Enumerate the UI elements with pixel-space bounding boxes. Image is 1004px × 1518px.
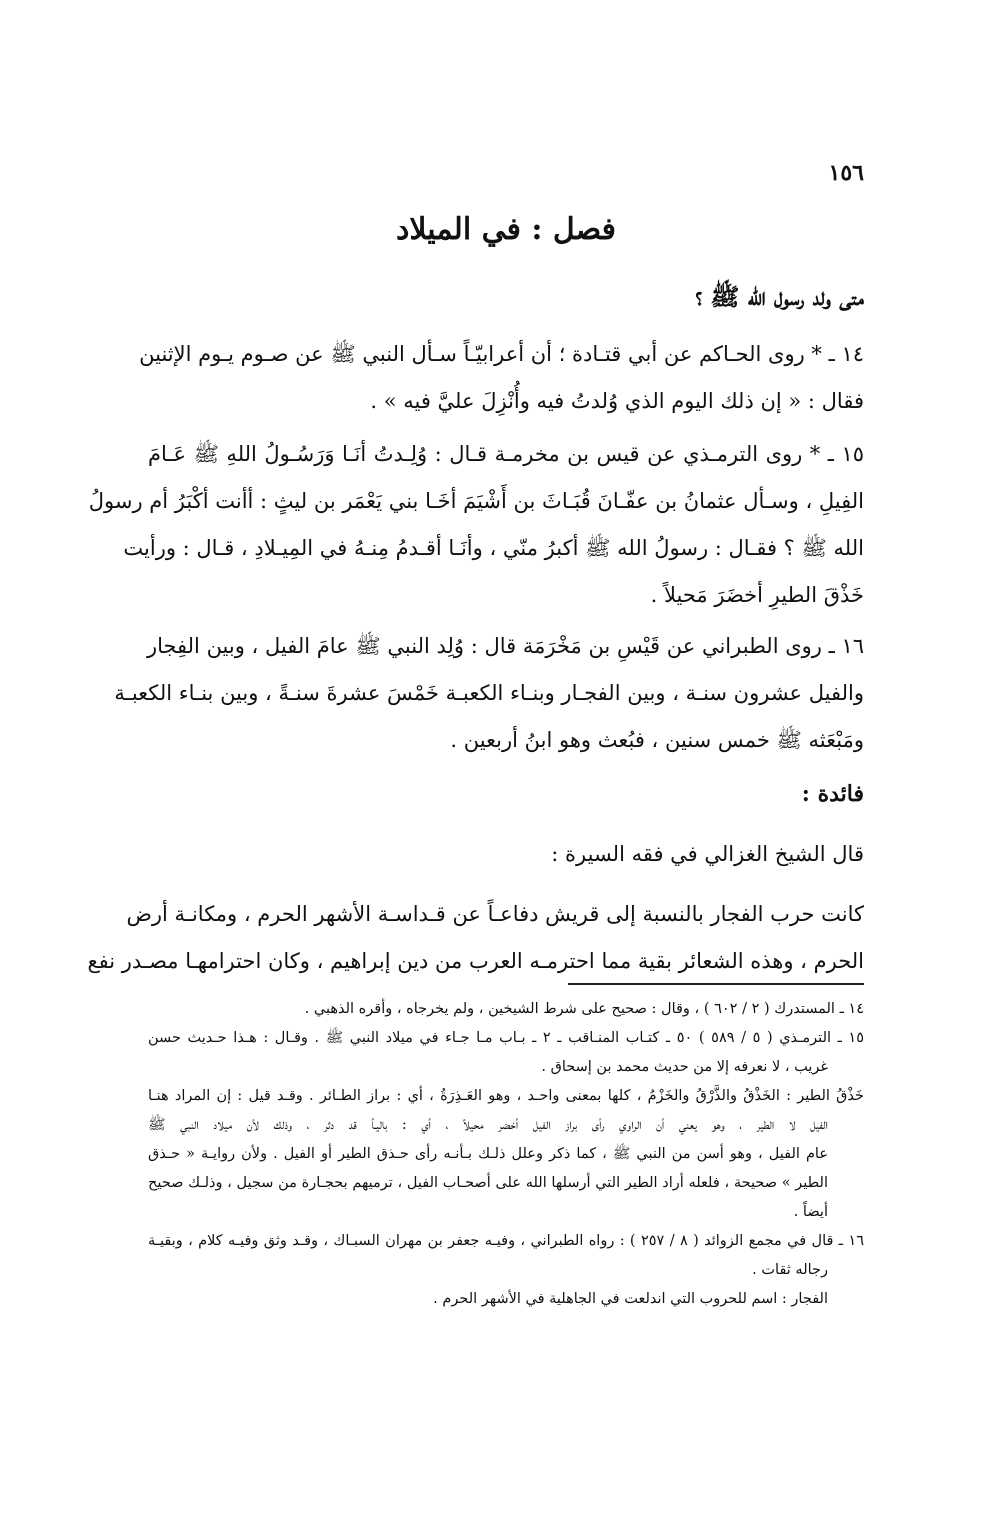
footnote-line: رجاله ثقات . [752, 1262, 828, 1278]
footnote-line: أيضاً . [793, 1204, 828, 1220]
text-line: والفيل عشرون سنـة ، وبين الفجـار وبنـاء الكعبـة خَمْسَ عشرةَ سنـةً ، وبين بنـاء الكعبـة [114, 681, 864, 705]
footnote-line: الفجار : اسم للحروب التي اندلعت في الجاهلية في الأشهر الحرم . [433, 1291, 828, 1307]
footnote-khadhq [148, 1082, 864, 1227]
footnote-line: خَذْقُ الطير : الخَذْقُ والذَّرْقُ والخَزْمُ ، كلها بمعنى واحـد ، وهو العَـذِرَةُ ، أي : براز الطـائر . وقـد قيل : إن المراد هنـا [148, 1088, 864, 1104]
footnote-fijar [148, 1285, 864, 1314]
footnote-divider [568, 983, 864, 985]
text-line: ١٦ ـ روى الطبراني عن قَيْسِ بن مَخْرَمَة قال : وُلِد النبي ﷺ عامَ الفيل ، وبين الفِجار [146, 634, 864, 658]
book-page [87, 158, 864, 1358]
footnote-line: عام الفيل ، وهو أسن من النبي ﷺ ، كما ذكر وعلل ذلـك بـأنـه رأى حـذق الطير أو الفيل . ولأن روايـة « حـذق [148, 1146, 828, 1162]
quote-paragraph [87, 891, 864, 985]
footnote-line: ١٤ ـ المستدرك ( ٢ / ٦٠٢ ) ، وقال : صحيح على شرط الشيخين ، ولم يخرجاه ، وأقره الذهبي . [304, 1001, 864, 1017]
footnote-line: الفيل لا الطير ، وهو يعني أن الراوي رأى براز الفيل أخضر محيلاً ، أي : باليـاً قد دثر ، وذلك لأن ميلاد النبي ﷺ [148, 1117, 828, 1133]
text-line: كانت حرب الفجار بالنسبة إلى قريش دفاعـاً عن قـداسـة الأشهر الحرم ، ومكانـة أرض [126, 902, 864, 926]
footnote-14 [148, 995, 864, 1024]
text-line: فقال : « إن ذلك اليوم الذي وُلدتُ فيه وأُنْزِلَ عليَّ فيه » . [370, 389, 864, 413]
footnotes [148, 995, 864, 1314]
text-line: الله ﷺ ؟ فقـال : رسولُ الله ﷺ أكبرُ منّي ، وأنَـا أقـدمُ مِنـهُ في المِيـلادِ ، قـال : ورأيت [123, 536, 864, 560]
section-heading: متى ولد رسول الله ﷺ ؟ [695, 282, 864, 311]
footnote-line: غريب ، لا نعرفه إلا من حديث محمد بن إسحاق . [541, 1059, 828, 1075]
footnote-15 [148, 1024, 864, 1082]
footnote-line: الطير » صحيحة ، فلعله أراد الطير التي أرسلها الله على أصحـاب الفيل ، ترميهم بحجـارة من سجيل ، وذلـك صحيح [148, 1175, 828, 1191]
chapter-title: فصل : في الميلاد [396, 212, 616, 247]
page-number: ١٥٦ [828, 160, 864, 186]
text-line: ومَبْعَثه ﷺ خمس سنين ، فبُعث وهو ابنُ أربعين . [450, 728, 864, 752]
text-line: الحرم ، وهذه الشعائر بقية مما احترمـه العرب من دين إبراهيم ، وكان احترامهـا مصـدر نفع [87, 949, 864, 973]
text-line: ١٤ ـ * روى الحـاكم عن أبي قتـادة ؛ أن أعرابيّـاً سـأل النبي ﷺ عن صـوم يـوم الإثنين [139, 342, 864, 366]
footnote-line: ١٦ ـ قال في مجمع الزوائد ( ٨ / ٢٥٧ ) : رواه الطبراني ، وفيـه جعفر بن مهران السبـاك ، وقـد وثق وفيـه كلام ، وبقيـة [148, 1233, 864, 1249]
fawaid-heading: فائدة : [801, 781, 864, 807]
quote-intro: قال الشيخ الغزالي في فقه السيرة : [551, 842, 864, 866]
hadith-15-paragraph [88, 431, 864, 619]
text-line: الفِيلِ ، وسـأل عثمانُ بن عفّـانَ قُبَـاثَ بن أَشْيَمَ أخَـا بني يَعْمَر بن ليثٍ : أأنت أكْبَرُ أم رسولُ [88, 489, 864, 513]
text-line: خَذْقَ الطيرِ أخضَرَ مَحيلاً . [650, 583, 864, 607]
hadith-16-paragraph [114, 623, 864, 764]
text-line: ١٥ ـ * روى الترمـذي عن قيس بن مخرمـة قـال : وُلِـدتُ أنَـا وَرَسُـولُ اللهِ ﷺ عَـامَ [148, 442, 864, 466]
hadith-14-paragraph [139, 331, 864, 425]
footnote-line: ١٥ ـ الترمـذي ( ٥ / ٥٨٩ ) ٥٠ ـ كتـاب المنـاقب ـ ٢ ـ بـاب مـا جـاء في ميلاد النبي ﷺ . وقـال : هـذا حـديث حسن [148, 1030, 864, 1046]
footnote-16 [148, 1227, 864, 1285]
